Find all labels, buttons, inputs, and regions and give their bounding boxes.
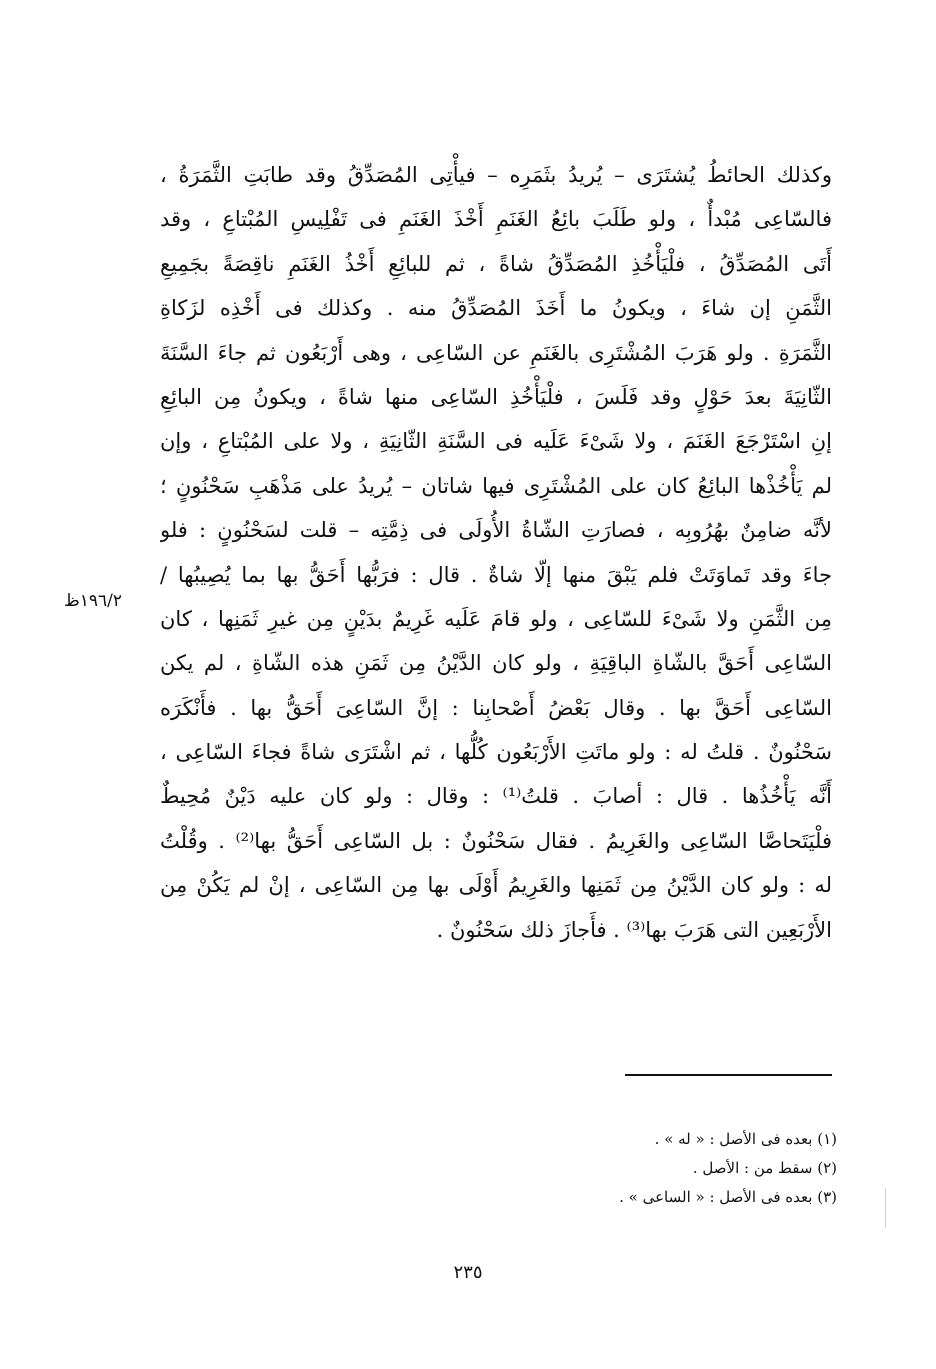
footnote-item: (١) بعده فى الأصل : « له » . — [654, 1130, 837, 1148]
text-line: مِن الثَّمَنِ ولا شَىْءَ للسّاعِى ، ولو قامَ عَلَيه غَرِيمٌ بدَيْنٍ مِن غيرِ ثَمَنِها ، كان — [160, 606, 832, 631]
text-line: الثَّمَنِ إن شاءَ ، ويكونُ ما أَخَذَ المُصَدِّقُ منه . وكذلك فى أَخْذِه لزَكاةِ — [160, 296, 832, 321]
text-line: الثَّمَرَةِ . ولو هَرَبَ المُشْتَرِى بالغَنَمِ عن السّاعِى ، وهى أَرْبَعُون ثم جاءَ السَّنَةَ — [160, 340, 832, 365]
text-line: السّاعِى أَحَقَّ بالشّاةِ الباقِيَةِ ، ولو كان الدَّيْنُ مِن ثَمَنِ هذه الشّاةِ ، لم يكن — [160, 651, 832, 676]
text-line: لم يَأْخُذْها البائِعُ كان على المُشْتَرِى فيها شاتان – يُريدُ على مَذْهَبِ سَحْنُونٍ ؛ — [160, 473, 832, 498]
text-line: أَنَّه يَأْخُذُها . قال : أصابَ . قلتُ⁽¹⁾ : وقال : ولو كان عليه دَيْنٌ مُحِيطٌ — [160, 784, 832, 809]
text-line: سَحْنُونٌ . قلتُ له : ولو ماتَتِ الأَرْبَعُون كُلُّها ، ثم اشْتَرَى شاةً فجاءَ السّاعِى ، — [160, 740, 832, 765]
text-line: إنِ اسْتَرْجَعَ الغَنَمَ ، ولا شَىْءَ عَلَيه فى السَّنَةِ الثّانِيَةِ ، ولا على المُبْتاعِ ، وإن — [160, 429, 832, 454]
text-line: جاءَ وقد تَماوَتَتْ فلم يَبْقَ منها إلّا شاةٌ . قال : فرَبُّها أَحَقُّ بها بما يُصِيبُها / — [160, 562, 832, 587]
text-line: له : ولو كان الدَّيْنُ مِن ثَمَنِها والغَرِيمُ أَوْلَى بها مِن السّاعِى ، إنْ لم يَكُنْ مِن — [160, 873, 832, 898]
main-text-block — [160, 153, 832, 952]
footnote-item: (٣) بعده فى الأصل : « الساعى » . — [619, 1188, 837, 1206]
footnote-item: (٢) سقط من : الأصل . — [692, 1159, 837, 1177]
scan-edge-mark — [885, 1188, 886, 1228]
text-line: وكذلك الحائطُ يُشتَرَى – يُريدُ بثَمَرِه – فيأْتِى المُصَدِّقُ وقد طابَتِ الثَّمَرَةُ ، — [160, 163, 832, 187]
footnotes — [400, 1125, 837, 1212]
text-line: فلْيَتَحاصَّا السّاعِى والغَرِيمُ . فقال سَحْنُونٌ : بل السّاعِى أَحَقُّ بها⁽²⁾ . وقُلْتُ — [160, 828, 832, 853]
text-line: فالسّاعِى مُبْدأٌ ، ولو طَلَبَ بائِعُ الغَنَمِ أَخْذَ الغَنَمِ فى تَفْلِيسِ المُبْتاعِ ، وقد — [160, 207, 832, 232]
text-line: الأَرْبَعِين التى هَرَبَ بها⁽³⁾ . فأَجازَ ذلك سَحْنُونٌ . — [436, 917, 832, 942]
manuscript-folio-note: ١٩٦/٢ظ — [64, 591, 122, 611]
text-line: الثّانِيَةَ بعدَ حَوْلٍ وقد فَلَسَ ، فلْيَأْخُذِ السّاعِى منها شاةً ، ويكونُ مِن البائِعِ — [160, 384, 832, 409]
footnote-divider — [625, 1074, 832, 1076]
text-line: لأنَّه ضامِنٌ بهُرُوبِه ، فصارَتِ الشّاةُ الأُولَى فى ذِمَّتِه – قلت لسَحْنُونٍ : فلو — [160, 518, 832, 543]
text-line: أَتَى المُصَدِّقُ ، فلْيَأْخُذِ المُصَدِّقُ شاةً ، ثم للبائِعِ أَخْذُ الغَنَمِ ناقِصَةً بجَمِيعِ — [160, 251, 832, 276]
text-line: السّاعِى أَحَقَّ بها . وقال بَعْضُ أَصْحابِنا : إنَّ السّاعِىَ أَحَقُّ بها . فأَنْكَرَه — [160, 695, 832, 720]
page-number: ٢٣٥ — [453, 1262, 483, 1283]
